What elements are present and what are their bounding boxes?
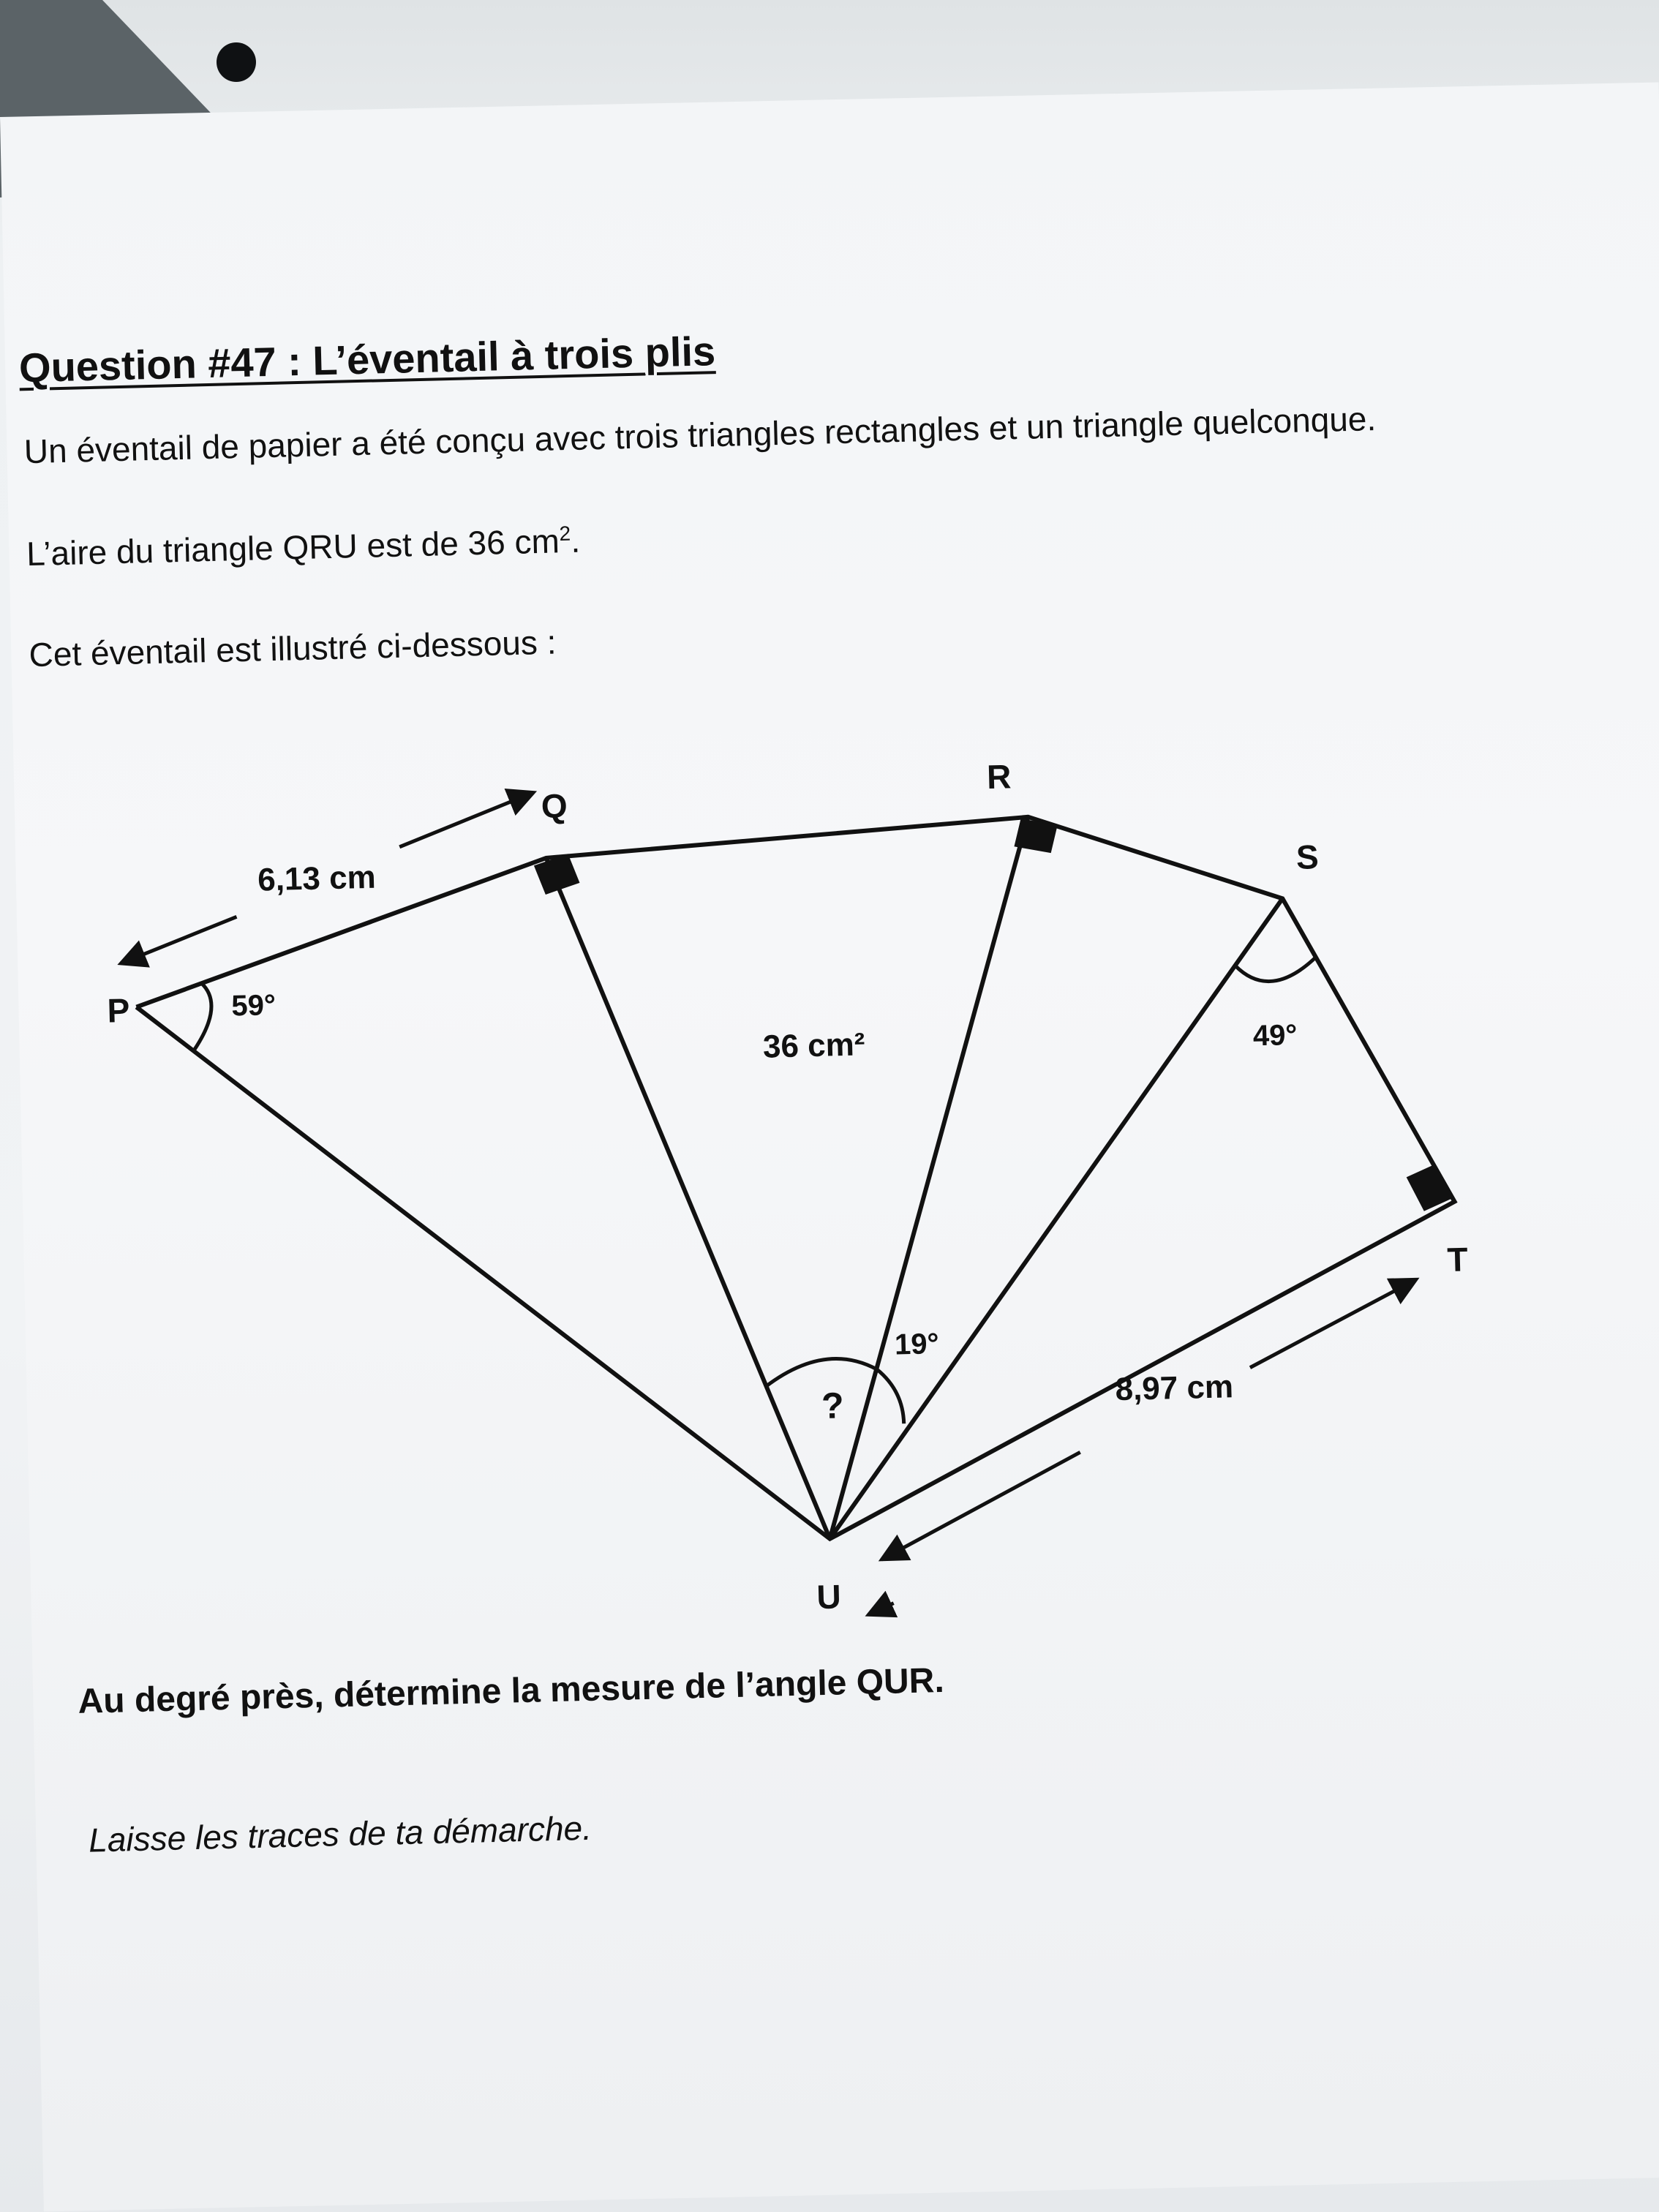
area-label-qru: 36 cm² [762, 1026, 866, 1065]
vertex-u: U [816, 1577, 842, 1617]
angle-arc-rus [877, 1369, 904, 1424]
area-statement-exponent: 2 [559, 522, 571, 546]
intro-line: Un éventail de papier a été conçu avec trois triangles rectangles et un triangle quelconque. [23, 399, 1377, 471]
segment-ru [813, 817, 1046, 1539]
angle-label-rus: 19° [894, 1328, 940, 1361]
angle-arc-qur [765, 1358, 878, 1387]
question-title: Question #47 : L’éventail à trois plis [18, 328, 716, 391]
vertex-t: T [1446, 1240, 1469, 1279]
arrow-pq-right [399, 792, 535, 846]
vertex-s: S [1295, 838, 1320, 876]
angle-label-qur: ? [821, 1385, 845, 1426]
arrow-ut-right [1248, 1279, 1418, 1368]
question-text: Au degré près, détermine la mesure de l’angle QUR. [77, 1660, 945, 1721]
angle-label-p: 59° [230, 989, 276, 1023]
arrow-pq-left [120, 917, 238, 963]
area-statement-text: L’aire du triangle QRU est de 36 cm [26, 522, 560, 573]
segment-qu [546, 851, 830, 1546]
fan-figure [10, 731, 1568, 1683]
angle-arc-p [193, 983, 213, 1050]
fan-diagram [10, 731, 1568, 1683]
vertex-p: P [106, 990, 130, 1030]
area-statement-period: . [570, 521, 581, 560]
length-label-ut: 8,97 cm [1115, 1369, 1234, 1408]
instruction-text: Laisse les traces de ta démarche. [88, 1808, 592, 1859]
arrow-ut-left [879, 1452, 1083, 1560]
length-label-pq: 6,13 cm [257, 859, 377, 898]
angle-arc-s [1235, 956, 1317, 982]
arrow-u-tick [868, 1603, 894, 1615]
fan-outline [132, 807, 1462, 1556]
vertex-q: Q [541, 786, 568, 826]
area-statement [26, 521, 581, 573]
vertex-r: R [986, 757, 1012, 797]
angle-label-s: 49° [1252, 1018, 1298, 1053]
figure-intro: Cet éventail est illustré ci-dessous : [29, 622, 557, 674]
segment-su [814, 898, 1298, 1538]
